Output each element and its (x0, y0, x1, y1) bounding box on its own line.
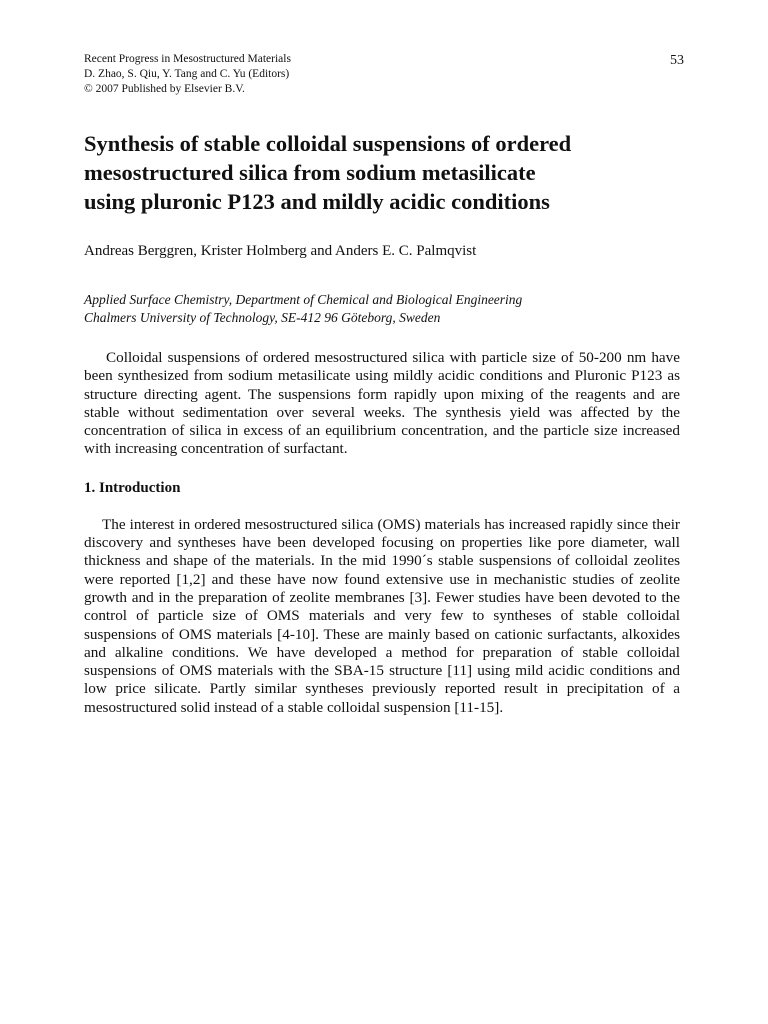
book-series: Recent Progress in Mesostructured Materials (84, 53, 291, 65)
introduction-paragraph: The interest in ordered mesostructured silica (OMS) materials has increased rapidly since their discovery and syntheses have been developed focusing on properties like pore diameter, wall thickness and shape of the materials. In the mid 1990´s stable suspensions of colloidal zeolites were reported [1,2] and these have now found extensive use in mechanistic studies of zeolite growth and in the preparation of zeolite membranes [3]. Fewer studies have been devoted to the control of particle size of OMS materials and very few to syntheses of stable colloidal suspensions of OMS materials [4-10]. These are mainly based on cationic surfactants, alkoxides and alkaline conditions. We have developed a method for preparation of stable colloidal suspensions of OMS materials with the SBA-15 structure [11] using mild acidic conditions and low price silicate. Partly similar syntheses previously reported result in precipitation of a mesostructured solid instead of a stable colloidal suspension [11-15]. (84, 515, 680, 716)
page-number: 53 (670, 53, 684, 68)
author-list: Andreas Berggren, Krister Holmberg and Anders E. C. Palmqvist (84, 243, 477, 259)
affiliation (84, 291, 680, 327)
title-line-2: mesostructured silica from sodium metasilicate (84, 160, 536, 185)
book-editors: D. Zhao, S. Qiu, Y. Tang and C. Yu (Editors) (84, 68, 290, 80)
abstract: Colloidal suspensions of ordered mesostructured silica with particle size of 50-200 nm have been synthesized from sodium metasilicate using mildly acidic conditions and Pluronic P123 as structure directing agent. The suspensions form rapidly upon mixing of the reagents and are stable without sedimentation over several weeks. The synthesis yield was affected by the concentration of silica in excess of an equilibrium concentration, and the particle size increased with increasing concentration of surfactant. (84, 349, 680, 458)
affiliation-line-1: Applied Surface Chemistry, Department of Chemical and Biological Engineering (84, 292, 523, 307)
running-header (84, 52, 684, 97)
affiliation-line-2: Chalmers University of Technology, SE-412 96 Göteborg, Sweden (84, 310, 441, 325)
title-line-1: Synthesis of stable colloidal suspensions of ordered (84, 131, 572, 156)
copyright-notice: © 2007 Published by Elsevier B.V. (84, 83, 245, 95)
title-line-3: using pluronic P123 and mildly acidic conditions (84, 189, 550, 214)
paper-page (84, 52, 684, 732)
section-heading-introduction: 1. Introduction (84, 479, 181, 496)
paper-title (84, 129, 680, 216)
